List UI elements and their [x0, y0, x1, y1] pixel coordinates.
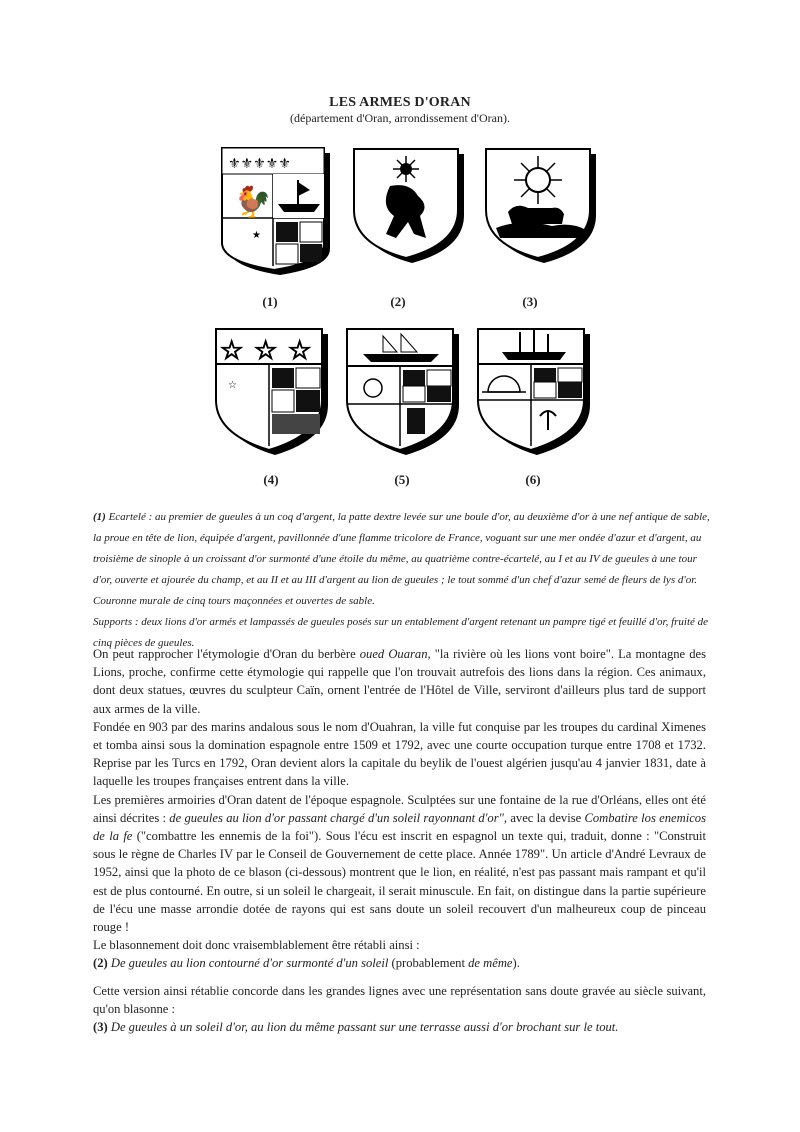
- blazon-crown: Couronne murale de cinq tours maçonnées et ouvertes de sable.: [93, 595, 375, 607]
- paragraph-first-arms: Les premières armoiries d'Oran datent de l'époque espagnole. Sculptées sur une fontaine de la rue d'Orléans, elles ont été ainsi décrites : de gueules au lion d'or passant chargé d'un soleil rayonnant d'or", avec la devise Combatire los enemicos de la fe ("combattre les ennemis de la foi"). Sous l'écu est inscrit en espagnol un texte qui, traduit, donne : "Construit sous le règne de Charles IV par le Conseil de Gouvernement de cette place. Année 1789". Un article d'André Levraux de 1952, ainsi que la photo de ce blason (ci-dessous) montrent que le lion, en réalité, n'est pas passant mais rampant et qu'il est de plus contourné. En outre, si un soleil le chargeait, il serait minuscule. En fait, on distingue dans la partie supérieure de l'écu une masse arrondie dotée de rayons qui est sans doute un soleil recouvert d'un malheureux coup de pinceau rouge !: [93, 792, 706, 935]
- body-text: [93, 645, 706, 1036]
- svg-text:★: ★: [252, 230, 261, 241]
- figure-label-3: (3): [522, 294, 538, 309]
- svg-text:☆: ☆: [254, 336, 278, 366]
- shield-3-image: [482, 146, 600, 264]
- paragraph-blazon-3: (3) De gueules à un soleil d'or, au lion du même passant sur une terrasse aussi d'or brochant sur le tout.: [93, 1020, 619, 1035]
- paragraph-restored-intro: Le blasonnement doit donc vraisemblablement être rétabli ainsi :: [93, 938, 420, 953]
- figure-label-6: (6): [525, 472, 541, 487]
- svg-text:⚜⚜⚜⚜⚜: ⚜⚜⚜⚜⚜: [228, 156, 291, 172]
- figure-label-4: (4): [263, 472, 279, 487]
- figure-label-5: (5): [394, 472, 410, 487]
- paragraph-blazon-2: (2) De gueules au lion contourné d'or surmonté d'un soleil (probablement de même).: [93, 956, 520, 971]
- blazon-number: (1): [93, 511, 106, 523]
- svg-text:☆: ☆: [220, 336, 244, 366]
- svg-text:🐓: 🐓: [234, 185, 272, 220]
- svg-text:☆: ☆: [228, 380, 237, 391]
- shield-2-image: [350, 146, 468, 264]
- shield-5-image: [343, 326, 463, 456]
- paragraph-engraving: Cette version ainsi rétablie concorde dans les grandes lignes avec une représentation sans doute gravée au siècle suivant, qu'on blasonne :: [93, 983, 706, 1016]
- paragraph-etymology: On peut rapprocher l'étymologie d'Oran du berbère oued Ouaran, "la rivière où les lions vont boire". La montagne des Lions, proche, confirme cette étymologie qui rappelle que l'on trouvait autrefois des lions dans la région. Ces animaux, dont deux statues, œuvres du sculpteur Caïn, ornent l'entrée de l'Hôtel de Ville, serviront d'ailleurs plus tard de support aux armes de la ville.: [93, 647, 707, 716]
- paragraph-history: Fondée en 903 par des marins andalous sous le nom d'Ouahran, la ville fut conquise par les troupes du cardinal Ximenes et tomba ainsi sous la domination espagnole entre 1509 et 1792, avec une courte occupation turque entre 1708 et 1732. Reprise par les Turcs en 1792, Oran devient alors la capitale du beylik de l'ouest algérien jusqu'au 4 janvier 1831, date à laquelle les troupes françaises entrent dans la ville.: [93, 719, 706, 789]
- blazon-supports: Supports : deux lions d'or armés et lampassés de gueules posés sur un entablement d'argent retenant un pampre tigé et feuillé d'or, fruité de cinq pièces de gueules.: [93, 616, 709, 649]
- shield-1-image: [218, 146, 334, 276]
- figure-label-1: (1): [262, 294, 278, 309]
- page-title: LES ARMES D'ORAN: [329, 95, 471, 110]
- svg-text:☆: ☆: [288, 336, 312, 366]
- blazon-description: [93, 507, 713, 654]
- shield-6-image: [474, 326, 594, 456]
- blazon-text: Ecartelé : au premier de gueules à un coq d'argent, la patte dextre levée sur une boule d'or, au deuxième d'or à une nef antique de sable, la proue en tête de lion, équipée d'argent, pavillonnée d'une flamme tricolore de France, voguant sur une mer ondée d'azur et d'argent, au troisième de sinople à un croissant d'or surmonté d'une étoile du même, au quatrième contre-écartelé, au I et au IV de gueules à une tour d'or, ouverte et ajourée du champ, et au II et au III d'argent au lion de gueules ; le tout sommé d'un chef d'azur semé de fleurs de lys d'or.: [93, 511, 710, 586]
- page-subtitle: (département d'Oran, arrondissement d'Oran).: [290, 111, 510, 125]
- figure-label-2: (2): [390, 294, 406, 309]
- shield-4-image: [212, 326, 332, 456]
